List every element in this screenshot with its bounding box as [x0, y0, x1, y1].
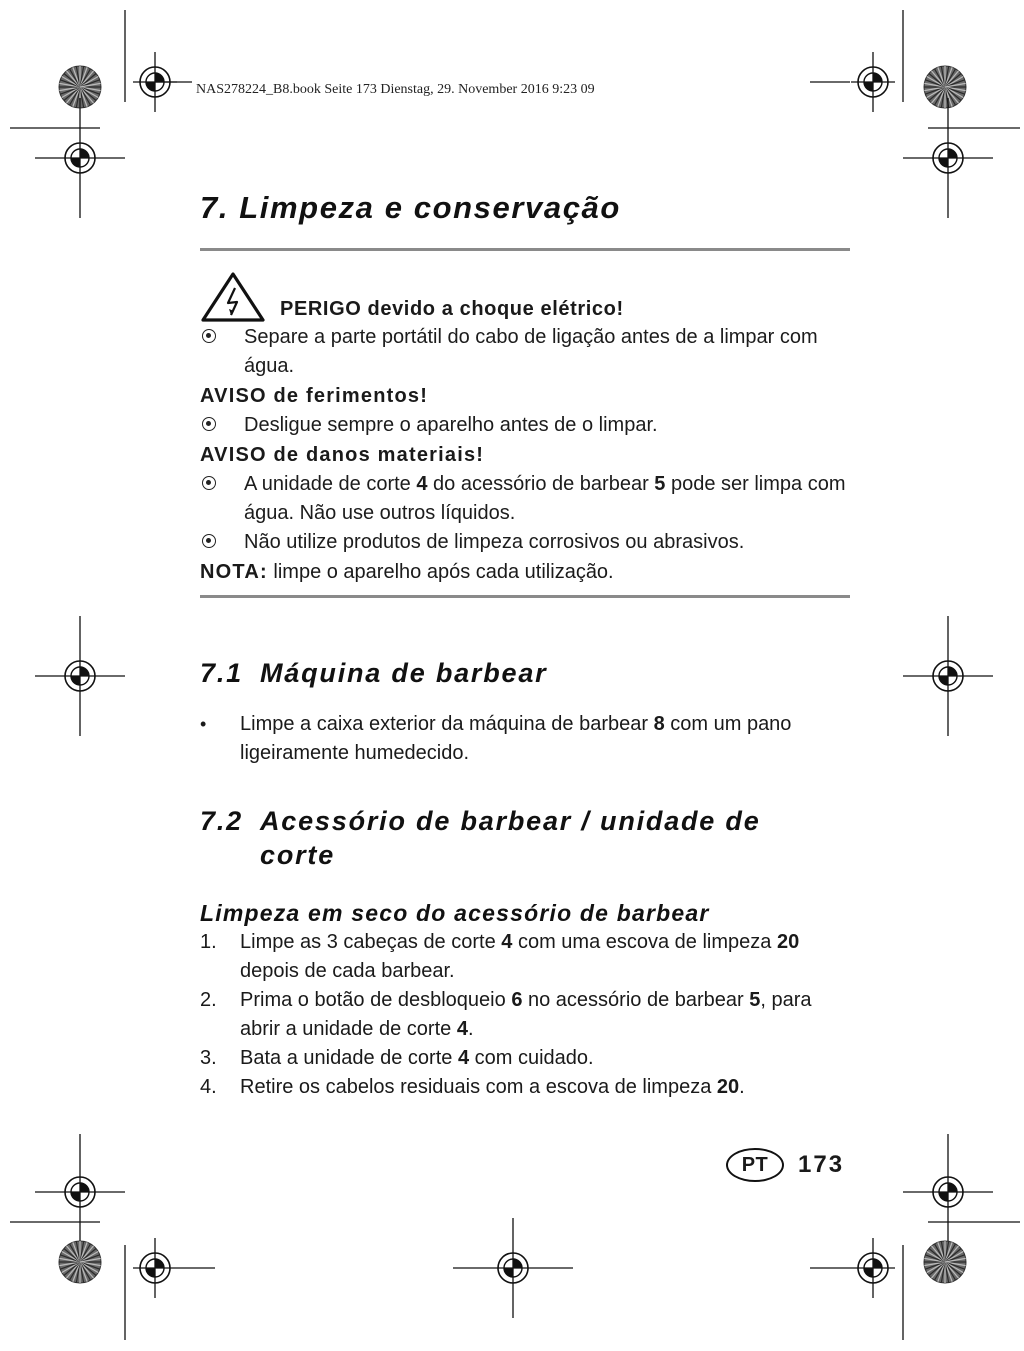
circled-dot-bullet-icon — [202, 476, 216, 490]
circled-dot-bullet-icon — [202, 534, 216, 548]
language-badge: PT — [726, 1148, 784, 1182]
step-item: 1. Limpe as 3 cabeças de corte 4 com uma escova de limpeza 20 depois de cada barbear. — [200, 928, 850, 986]
registration-target-icon — [903, 616, 993, 736]
note-text: limpe o aparelho após cada utilização. — [267, 561, 614, 583]
registration-target-icon — [903, 1134, 993, 1250]
page-content — [200, 190, 850, 1102]
danger-title: PERIGO devido a choque elétrico! — [280, 298, 624, 320]
damage-item — [200, 470, 850, 528]
injury-warning-title: AVISO de ferimentos! — [200, 385, 429, 407]
subsection-title-shaver: 7.1 Máquina de barbear — [200, 658, 548, 688]
damage-item — [200, 528, 850, 557]
danger-item — [200, 323, 850, 381]
step-item: 2. Prima o botão de desbloqueio 6 no acessório de barbear 5, para abrir a unidade de corte 4. — [200, 986, 850, 1044]
danger-row — [200, 271, 850, 323]
box-bottom-rule — [200, 595, 850, 598]
danger-item-text: Separe a parte portátil do cabo de ligação antes de a limpar com água. — [244, 326, 818, 377]
step-text: Prima o botão de desbloqueio 6 no acessório de barbear 5, para abrir a unidade de corte 4. — [240, 989, 812, 1040]
color-bar-starburst-icon — [924, 1241, 966, 1283]
injury-item-text: Desligue sempre o aparelho antes de o limpar. — [244, 414, 658, 436]
damage-warning-title: AVISO de danos materiais! — [200, 444, 485, 466]
print-header: NAS278224_B8.book Seite 173 Dienstag, 29. November 2016 9:23 09 — [196, 82, 595, 97]
bullet-dot-icon: • — [200, 714, 207, 734]
registration-target-icon — [851, 52, 895, 112]
color-bar-starburst-icon — [924, 66, 966, 108]
page-number: 173 — [798, 1151, 845, 1178]
circled-dot-bullet-icon — [202, 329, 216, 343]
registration-target-icon — [35, 1134, 125, 1250]
step-text: Retire os cabelos residuais com a escova de limpeza 20. — [240, 1076, 745, 1098]
warning-box — [200, 251, 850, 587]
step-item: 4. Retire os cabelos residuais com a escova de limpeza 20. — [200, 1073, 850, 1102]
list-item — [200, 710, 850, 768]
registration-target-icon — [453, 1218, 573, 1318]
damage-item-text: A unidade de corte 4 do acessório de barbear 5 pode ser limpa com água. Não use outros líquidos. — [244, 473, 846, 524]
step-item: 3. Bata a unidade de corte 4 com cuidado. — [200, 1044, 850, 1073]
section-title: 7. Limpeza e conservação — [200, 190, 621, 225]
note — [200, 557, 850, 587]
subsection-title-attachment: 7.2 Acessório de barbear / unidade de corte — [200, 806, 761, 870]
dry-cleaning-title: Limpeza em seco do acessório de barbear — [200, 900, 710, 926]
registration-target-icon — [851, 1238, 895, 1298]
registration-target-icon — [35, 616, 125, 736]
page-footer — [726, 1148, 844, 1182]
injury-item — [200, 411, 850, 440]
step-text: Limpe as 3 cabeças de corte 4 com uma escova de limpeza 20 depois de cada barbear. — [240, 931, 800, 982]
list-item-text: Limpe a caixa exterior da máquina de barbear 8 com um pano ligeiramente humedecido. — [240, 713, 792, 764]
note-label: NOTA: — [200, 561, 268, 583]
registration-target-icon — [903, 98, 993, 218]
color-bar-starburst-icon — [59, 1241, 101, 1283]
circled-dot-bullet-icon — [202, 417, 216, 431]
registration-target-icon — [35, 98, 125, 218]
damage-item-text: Não utilize produtos de limpeza corrosivos ou abrasivos. — [244, 531, 745, 553]
registration-target-icon — [133, 1238, 177, 1298]
step-text: Bata a unidade de corte 4 com cuidado. — [240, 1047, 594, 1069]
electric-shock-warning-icon — [200, 271, 266, 323]
